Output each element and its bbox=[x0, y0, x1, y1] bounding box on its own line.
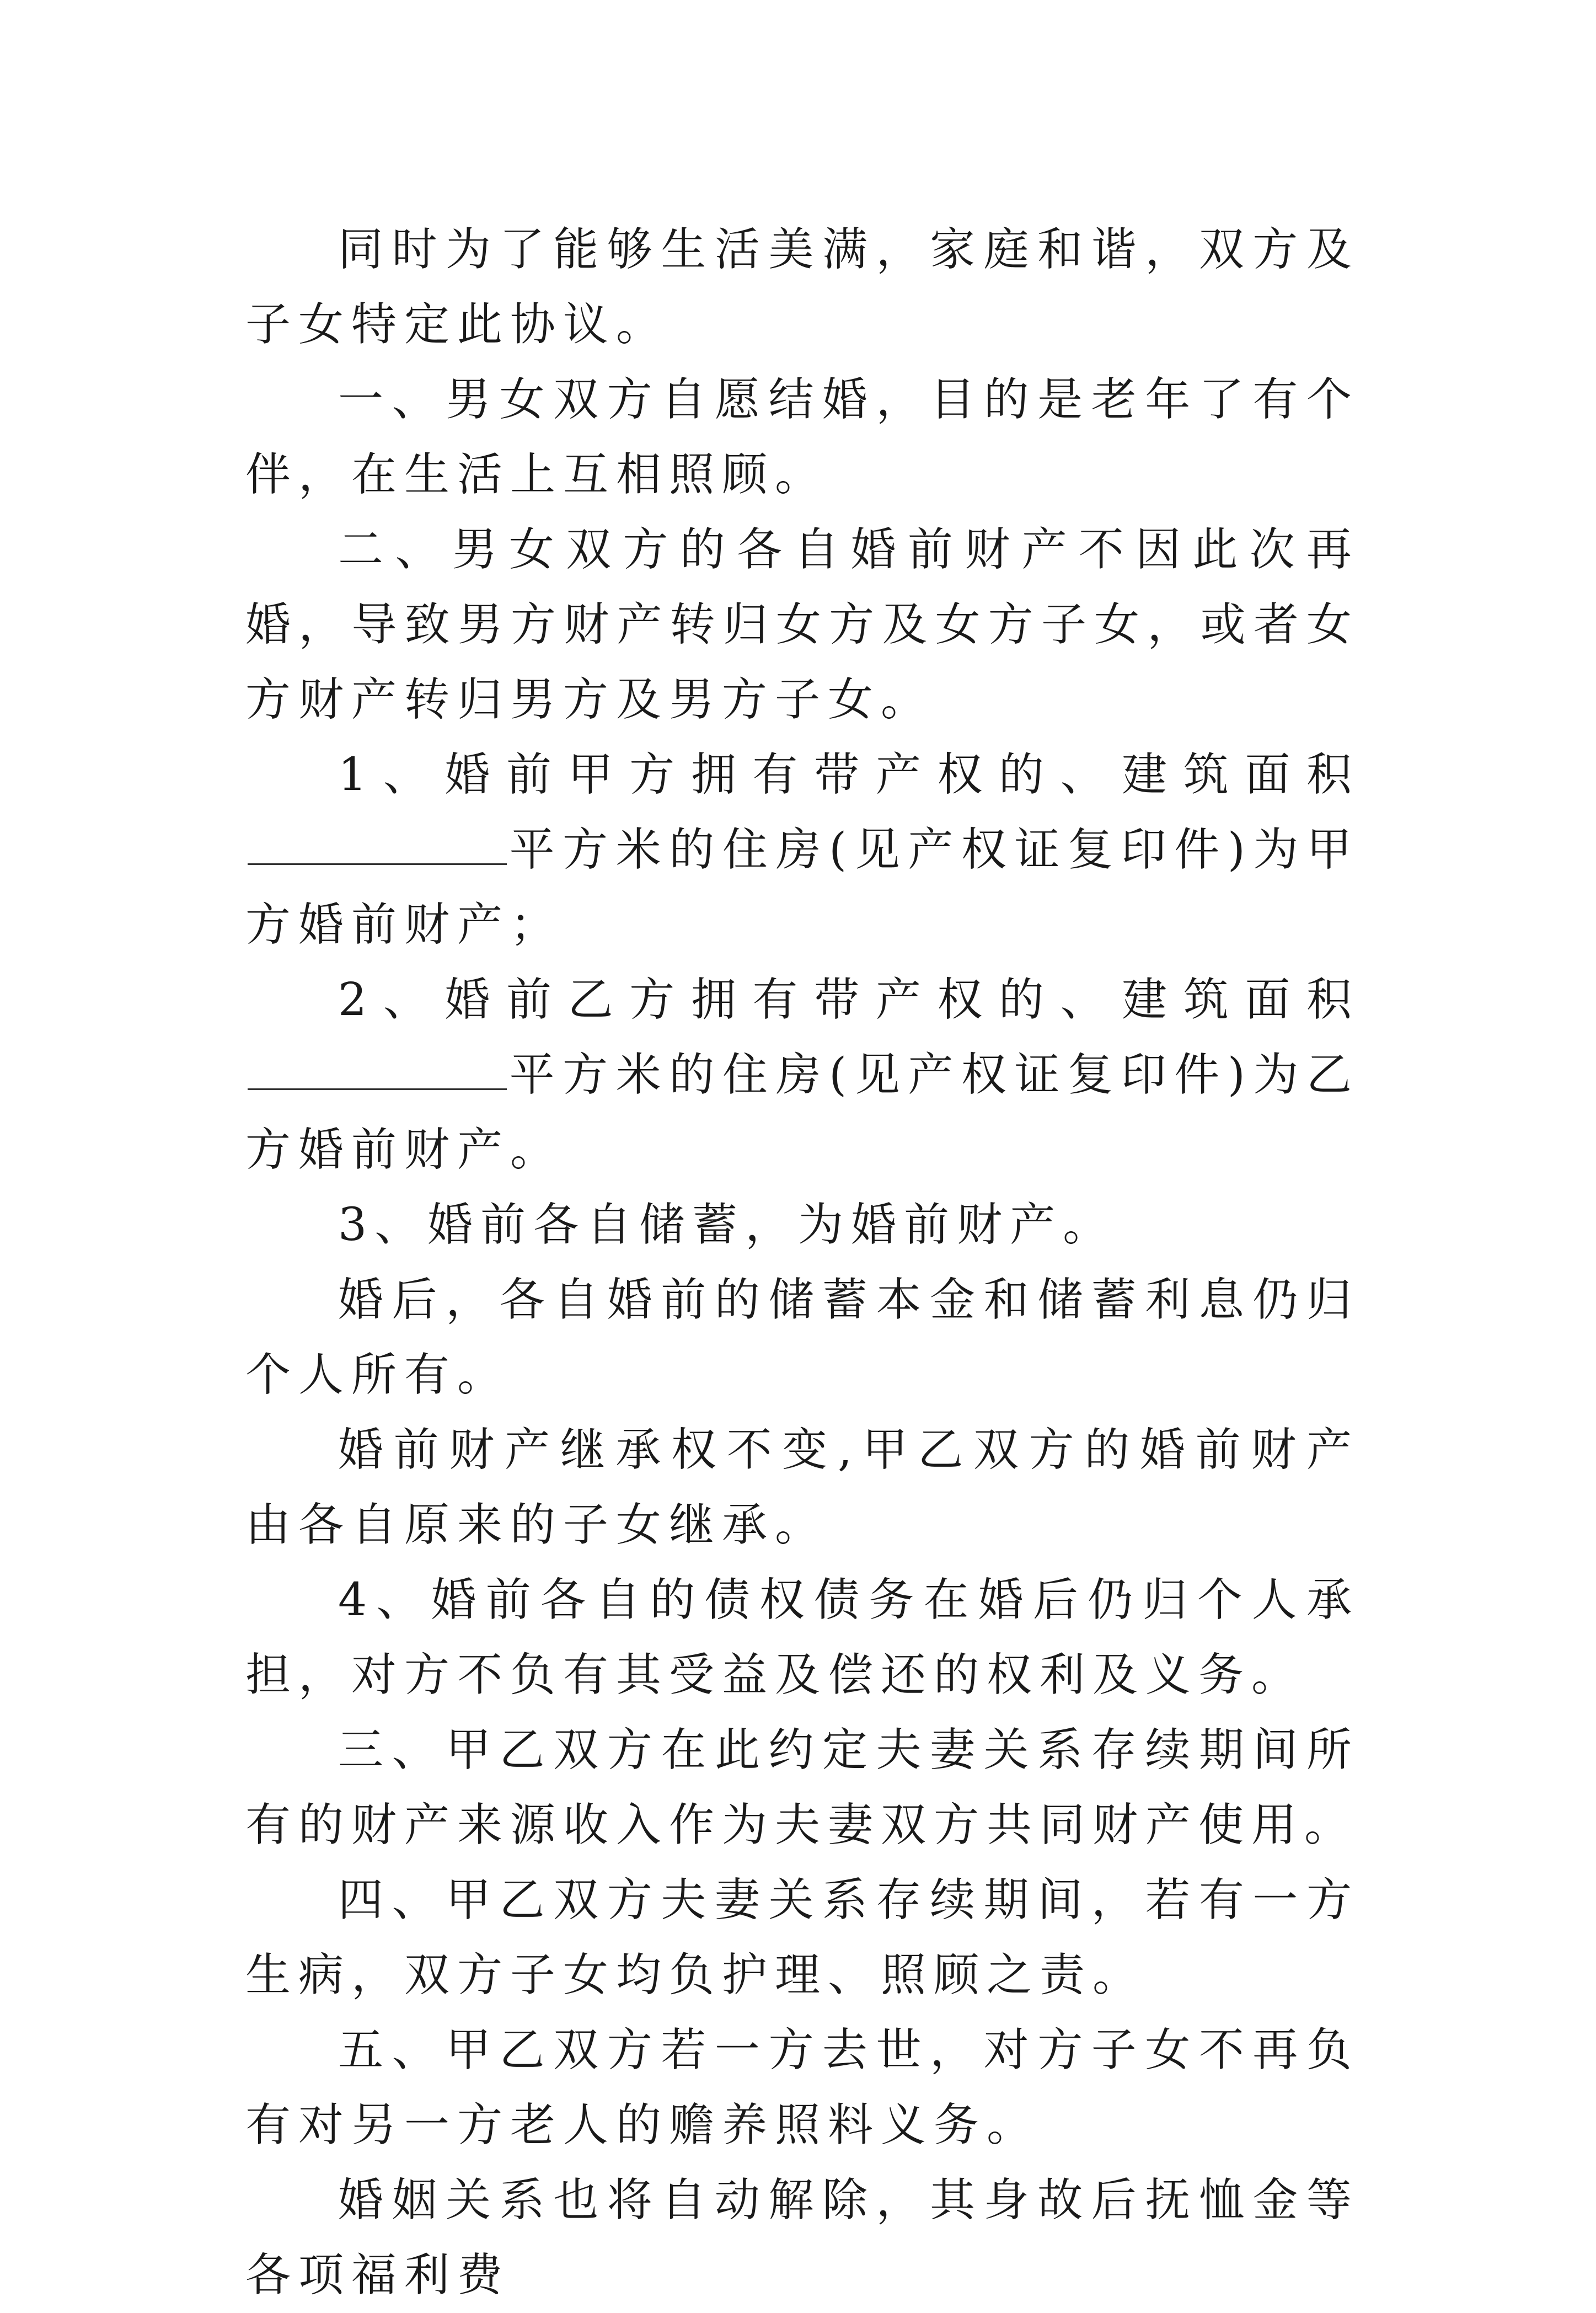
item-2-text-before: 2、婚前乙方拥有带产权的、建筑面积 bbox=[338, 974, 1359, 1026]
paragraph-marriage-dissolution: 婚姻关系也将自动解除，其身故后抚恤金等各项福利费 bbox=[245, 2174, 1359, 2301]
paragraph-inheritance: 婚前财产继承权不变,甲乙双方的婚前财产由各自原来的子女继承。 bbox=[245, 1424, 1359, 1551]
item-1-text-before: 1、婚前甲方拥有带产权的、建筑面积 bbox=[338, 749, 1359, 801]
paragraph-clause-two: 二、男女双方的各自婚前财产不因此次再婚，导致男方财产转归女方及女方子女，或者女方财产转归男方及男方子女。 bbox=[245, 524, 1359, 726]
paragraph-savings: 婚后，各自婚前的储蓄本金和储蓄利息仍归个人所有。 bbox=[245, 1274, 1359, 1401]
item-1-text-after: 平方米的住房(见产权证复印件)为甲方婚前财产； bbox=[245, 824, 1359, 951]
paragraph-item-2 bbox=[245, 963, 1359, 1188]
paragraph-clause-one: 一、男女双方自愿结婚，目的是老年了有个伴，在生活上互相照顾。 bbox=[245, 373, 1359, 501]
area-blank-line bbox=[248, 822, 507, 865]
paragraph-clause-three: 三、甲乙双方在此约定夫妻关系存续期间所有的财产来源收入作为夫妻双方共同财产使用。 bbox=[245, 1724, 1359, 1851]
area-blank-line bbox=[248, 1048, 507, 1090]
document-body bbox=[245, 212, 1359, 2313]
paragraph-intro: 同时为了能够生活美满，家庭和谐，双方及子女特定此协议。 bbox=[245, 223, 1359, 351]
paragraph-clause-five: 五、甲乙双方若一方去世，对方子女不再负有对另一方老人的赡养照料义务。 bbox=[245, 2024, 1359, 2151]
paragraph-item-1 bbox=[245, 738, 1359, 963]
paragraph-item-3: 3、婚前各自储蓄，为婚前财产。 bbox=[338, 1199, 1116, 1251]
item-2-text-after: 平方米的住房(见产权证复印件)为乙方婚前财产。 bbox=[245, 1049, 1359, 1176]
paragraph-clause-four: 四、甲乙双方夫妻关系存续期间，若有一方生病，双方子女均负护理、照顾之责。 bbox=[245, 1874, 1359, 2001]
paragraph-item-4: 4、婚前各自的债权债务在婚后仍归个人承担，对方不负有其受益及偿还的权利及义务。 bbox=[245, 1574, 1359, 1701]
